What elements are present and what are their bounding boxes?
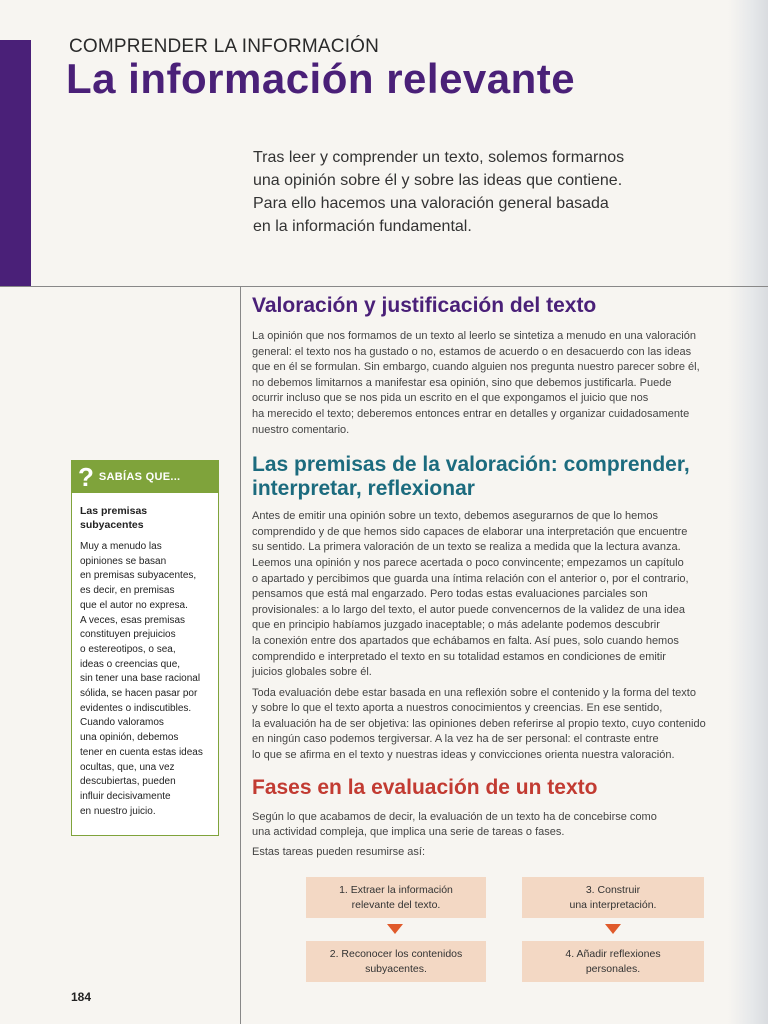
text-line: descubiertas, pueden (80, 776, 176, 788)
text-line: tener en cuenta estas ideas (80, 746, 203, 758)
step-line: subyacentes. (365, 962, 427, 975)
text-line: opiniones se basan (80, 555, 167, 567)
horizontal-rule (0, 286, 768, 287)
step-line: 3. Construir (585, 883, 641, 896)
text-line: y sobre lo que el texto aporta a nuestros conocimientos y creencias. En ese sentido, (252, 702, 663, 715)
text-line: pensamos que está mal engarzado. Pero todas estas evaluaciones parciales son (252, 588, 648, 601)
sidebar-heading (80, 504, 210, 532)
text-line: una opinión, debemos (80, 732, 179, 744)
heading-line: Las premisas de la valoración: comprender, (252, 453, 690, 477)
text-line: comprendido y de que hemos sido capaces de elaborar una interpretación que encuentre (252, 525, 688, 538)
section-heading-valoracion: Valoración y justificación del texto (252, 294, 597, 317)
text-line: Estas tareas pueden resumirse así: (252, 845, 426, 858)
text-line: lo que se afirma en el texto y nuestras ideas y convicciones orienta nuestra valoración. (252, 749, 675, 762)
text-line: constituyen prejuicios (80, 629, 176, 641)
step-box-2 (306, 941, 486, 982)
text-line: sólida, se hacen pasar por (80, 688, 198, 700)
text-line: ha merecido el texto; deberemos entonces entrar en detalles y organizar cuidadosamente (252, 407, 690, 420)
text-line: general: el texto nos ha gustado o no, estamos de acuerdo o en desacuerdo con las ideas (252, 345, 692, 358)
section-paragraph (252, 810, 752, 841)
text-line: no debemos limitarnos a manifestar esa opinión, sino que debemos justificarla. Puede (252, 376, 672, 389)
text-line: ideas o creencias que, (80, 658, 181, 670)
text-line: nuestro comentario. (252, 423, 350, 436)
sidebar-text (80, 540, 210, 819)
heading-line: subyacentes (80, 519, 144, 531)
section-paragraph (252, 845, 752, 861)
text-line: A veces, esas premisas (80, 614, 186, 626)
section-paragraph (252, 329, 752, 438)
main-column (252, 292, 752, 860)
page-title: La información relevante (66, 55, 576, 102)
question-mark-icon: ? (78, 462, 94, 492)
text-line: que en principio habíamos juzgado inaceptable; o más adelante podemos descubrir (252, 619, 660, 632)
section-paragraph (252, 509, 752, 681)
text-line: juicios globales sobre él. (252, 666, 372, 679)
text-line: en ningún caso podemos tergiversar. A la vez ha de ser personal: el contraste entre (252, 733, 659, 746)
accent-bar (0, 40, 31, 286)
text-line: que el autor no expresa. (80, 599, 188, 611)
step-line: una interpretación. (569, 898, 657, 911)
text-line: Toda evaluación debe estar basada en una reflexión sobre el contenido y la forma del texto (252, 686, 696, 699)
intro-line: Tras leer y comprender un texto, solemos formarnos (253, 149, 625, 166)
sidebar-body (72, 493, 218, 819)
intro-line: una opinión sobre él y sobre las ideas que contiene. (253, 172, 623, 189)
down-arrow-icon (605, 924, 621, 934)
page-number: 184 (71, 990, 92, 1004)
heading-line: interpretar, reflexionar (252, 477, 475, 501)
step-box-3 (522, 877, 704, 918)
text-line: Antes de emitir una opinión sobre un texto, debemos asegurarnos de que lo hemos (252, 510, 659, 523)
step-line: 1. Extraer la información (339, 883, 453, 896)
text-line: en premisas subyacentes, (80, 570, 197, 582)
text-line: Muy a menudo las (80, 541, 162, 552)
intro-line: en la información fundamental. (253, 218, 472, 235)
text-line: provisionales: a lo largo del texto, el autor puede convencernos de la validez de una idea (252, 603, 685, 616)
step-line: relevante del texto. (351, 898, 441, 911)
step-box-1 (306, 877, 486, 918)
sidebar-title: SABÍAS QUE... (98, 471, 181, 483)
text-line: es decir, en premisas (80, 585, 175, 597)
column-divider (240, 286, 241, 1024)
section-heading-fases: Fases en la evaluación de un texto (252, 775, 598, 799)
text-line: o estereotipos, o sea, (80, 643, 176, 655)
section-kicker: COMPRENDER LA INFORMACIÓN (69, 36, 380, 57)
text-line: la conexión entre dos apartados que echábamos en falta. Así pues, solo cuando hemos (252, 634, 679, 647)
intro-text (253, 146, 693, 238)
down-arrow-icon (387, 924, 403, 934)
text-line: ocultas, que, una vez (80, 761, 175, 773)
intro-line: Para ello hacemos una valoración general basada (253, 195, 609, 212)
step-line: 4. Añadir reflexiones (565, 947, 661, 960)
text-line: su sentido. La primera valoración de un texto se realiza a medida que la lectura avanza. (252, 541, 681, 554)
text-line: comprendido e interpretado el texto en su totalidad estamos en condiciones de emitir (252, 650, 666, 663)
heading-line: Las premisas (80, 505, 148, 517)
text-line: La opinión que nos formamos de un texto al leerlo se sintetiza a menudo en una valoración (252, 330, 696, 342)
text-line: sin tener una base racional (80, 673, 201, 685)
step-box-4 (522, 941, 704, 982)
text-line: Según lo que acabamos de decir, la evaluación de un texto ha de concebirse como (252, 810, 657, 823)
text-line: influir decisivamente (80, 790, 171, 802)
text-line: la evaluación ha de ser objetiva: las opiniones deben referirse al propio texto, cuyo contenido (252, 717, 706, 730)
section-paragraph (252, 686, 752, 764)
step-line: personales. (585, 962, 641, 975)
sidebar-box (71, 460, 219, 836)
text-line: Cuando valoramos (80, 717, 164, 729)
text-line: evidentes o indiscutibles. (80, 702, 192, 714)
section-heading-premisas (252, 453, 752, 501)
text-line: que en él se formulan. Sin embargo, cuando alguien nos pregunta nuestro parecer sobre él, (252, 361, 700, 374)
text-line: ocurrir incluso que se nos pida un escrito en el que expongamos el juicio que nos (252, 392, 649, 405)
text-line: una actividad compleja, que implica una serie de tareas o fases. (252, 826, 565, 839)
text-line: en nuestro juicio. (80, 805, 156, 817)
step-line: 2. Reconocer los contenidos (329, 947, 463, 960)
sidebar-header (72, 461, 218, 493)
text-line: o apartado y percibimos que guarda una íntima relación con el anterior o, por el contrario, (252, 572, 689, 585)
text-line: Leemos una opinión y nos parece acertada o poco convincente; empezamos un capítulo (252, 556, 684, 569)
